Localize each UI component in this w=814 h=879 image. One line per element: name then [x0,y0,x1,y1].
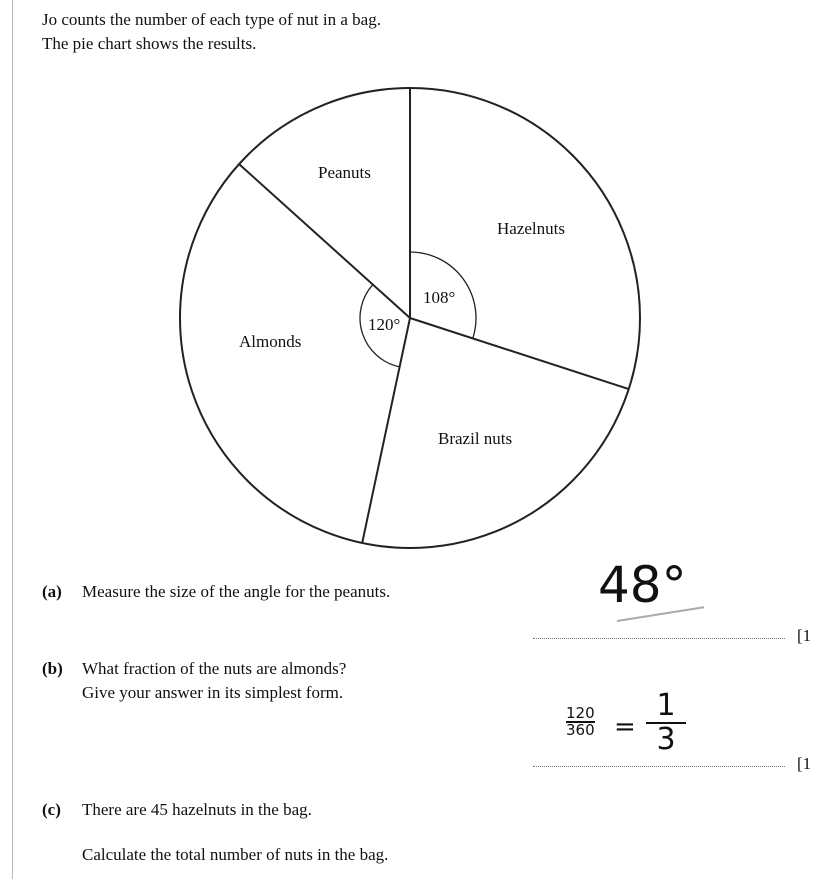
question-c-label: (c) [42,800,61,819]
answer-numerator: 1 [656,688,676,723]
marks-b: [1 [797,754,812,773]
answer-a-handwritten: 48° [598,556,687,614]
answer-denominator: 3 [646,722,686,756]
slice-label-peanuts: Peanuts [318,163,371,182]
angle-label-hazelnuts: 108° [423,288,456,307]
intro-line-2: The pie chart shows the results. [42,34,257,53]
question-b-label: (b) [42,659,63,678]
answer-b-line[interactable] [533,766,785,767]
slice-label-brazil-nuts: Brazil nuts [438,429,513,448]
intro-line-1: Jo counts the number of each type of nut in a bag. [42,10,381,29]
slice-boundary-almonds [362,318,410,543]
answer-a-line[interactable] [533,638,785,639]
working-numerator: 120 [566,704,595,722]
question-c-text-1: There are 45 hazelnuts in the bag. [82,800,312,819]
answer-b-working [566,706,595,738]
question-b-text-1: What fraction of the nuts are almonds? [82,659,347,678]
working-denominator: 360 [566,721,595,739]
equals-sign: = [614,712,636,742]
question-a-label: (a) [42,582,62,601]
angle-label-almonds: 120° [368,315,401,334]
slice-boundary-peanuts [239,164,410,318]
slice-label-hazelnuts: Hazelnuts [497,219,565,238]
question-c-text-2: Calculate the total number of nuts in the bag. [82,845,389,864]
marks-a: [1 [797,626,812,645]
question-a-text: Measure the size of the angle for the peanuts. [82,582,391,601]
slice-label-almonds: Almonds [239,332,302,351]
question-b-text-2: Give your answer in its simplest form. [82,683,344,702]
slice-boundary-brazil-nuts [410,318,629,389]
answer-b-handwritten [646,690,686,756]
